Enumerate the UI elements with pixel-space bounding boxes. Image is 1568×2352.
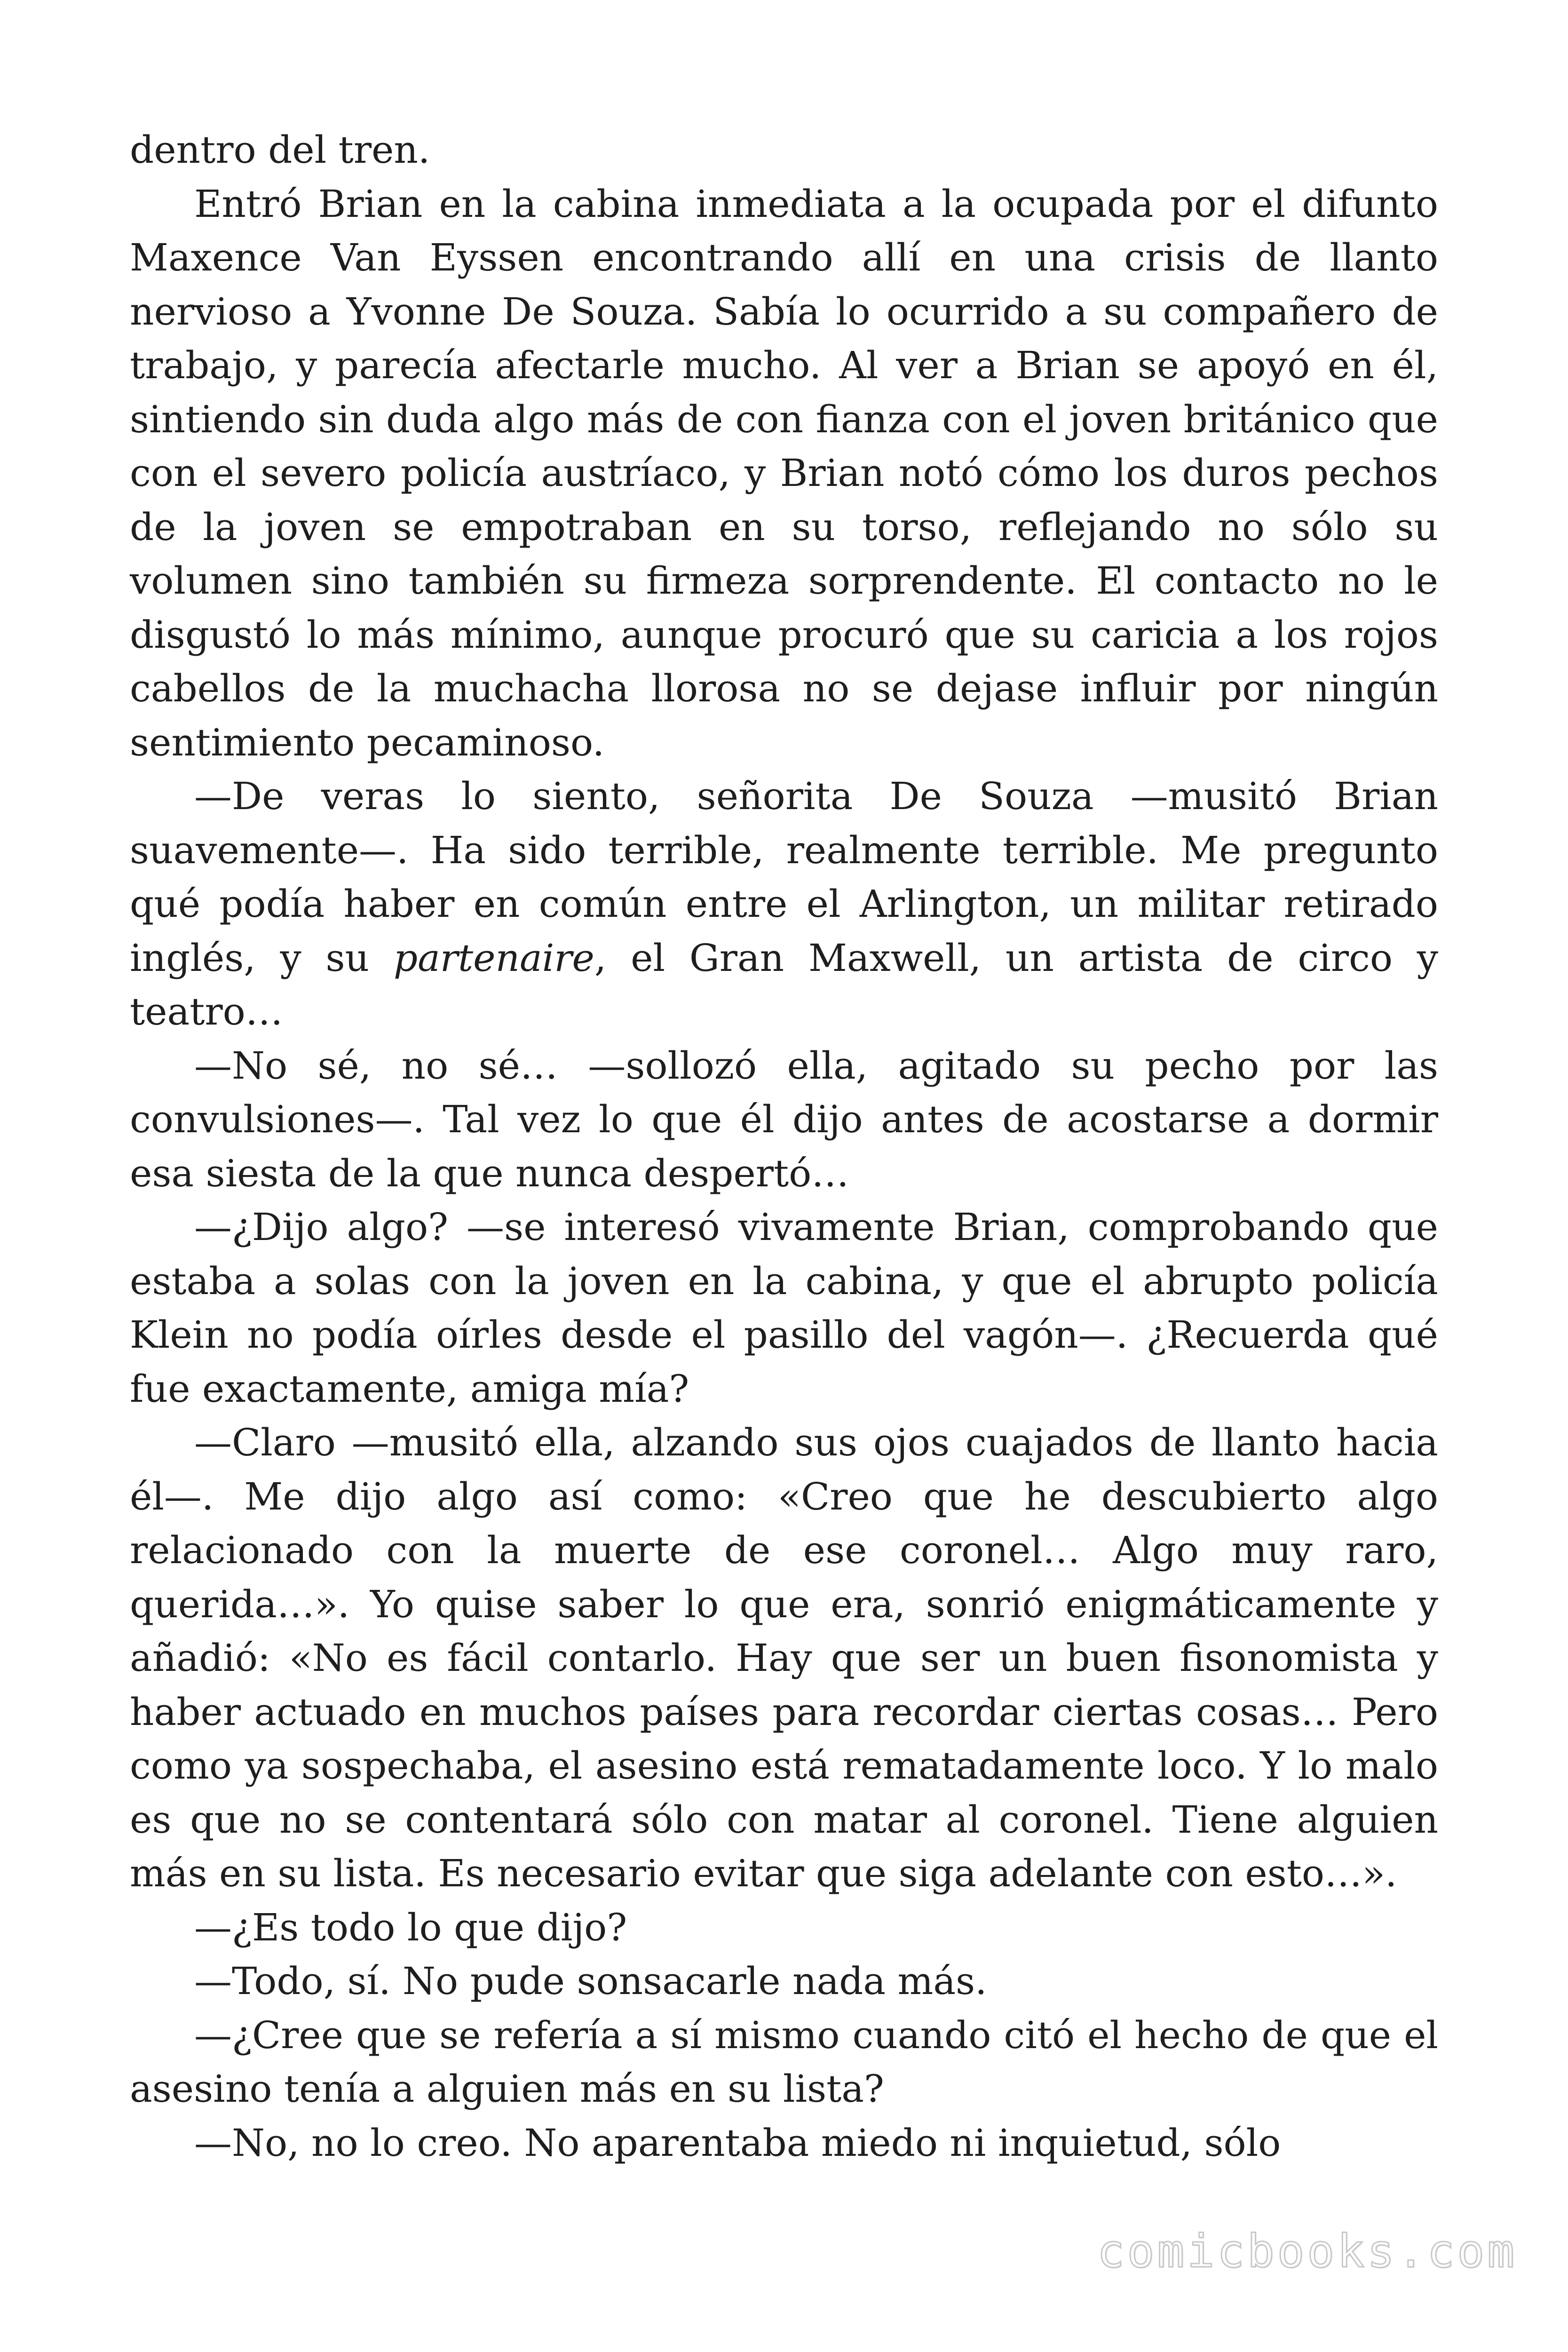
paragraph-dialogue-brian — [130, 770, 1438, 1039]
dialogue-text-before: —De veras lo siento, señorita De Souza —musitó Brian suavemente—. Ha sido terrible, realmente terrible. Me pregunto qué podía haber en común entre el Arlington, un militar retirado inglés, y su — [130, 774, 1438, 980]
paragraph-continuation: dentro del tren. — [130, 128, 430, 172]
paragraph-dialogue-question: —¿Cree que se refería a sí mismo cuando citó el hecho de que el asesino tenía a alguien más en su lista? — [130, 2013, 1438, 2111]
paragraph-dialogue-short-answer: —Todo, sí. No pude sonsacarle nada más. — [194, 1959, 987, 2003]
paragraph-dialogue-brian-question: —¿Dijo algo? —se interesó vivamente Brian, comprobando que estaba a solas con la joven en la cabina, y que el abrupto policía Klein no podía oírles desde el pasillo del vagón—. ¿Recuerda qué fue exactamente, amiga mía? — [130, 1205, 1438, 1411]
page-body-text — [130, 123, 1438, 2170]
paragraph-dialogue-yvonne: —No sé, no sé… —sollozó ella, agitado su pecho por las convulsiones—. Tal vez lo que él dijo antes de acostarse a dormir esa siesta de la que nunca despertó… — [130, 1043, 1438, 1195]
paragraph-narration: Entró Brian en la cabina inmediata a la ocupada por el difunto Maxence Van Eyssen encontrando allí en una crisis de llanto nervioso a Yvonne De Souza. Sabía lo ocurrido a su compañero de trabajo, y parecía afectarle mucho. Al ver a Brian se apoyó en él, sintiendo sin duda algo más de con fianza con el joven británico que con el severo policía austríaco, y Brian notó cómo los duros pechos de la joven se empotraban en su torso, reflejando no sólo su volumen sino también su firmeza sorprendente. El contacto no le disgustó lo más mínimo, aunque procuró que su caricia a los rojos cabellos de la muchacha llorosa no se dejase influir por ningún sentimiento pecaminoso. — [130, 182, 1438, 764]
paragraph-dialogue-yvonne-quote: —Claro —musitó ella, alzando sus ojos cuajados de llanto hacia él—. Me dijo algo así como: «Creo que he descubierto algo relacionado con la muerte de ese coronel… Algo muy raro, querida…». Yo quise saber lo que era, sonrió enigmáticamente y añadió: «No es fácil contarlo. Hay que ser un buen fisonomista y haber actuado en muchos países para recordar ciertas cosas… Pero como ya sospechaba, el asesino está rematadamente loco. Y lo malo es que no se contentará sólo con matar al coronel. Tiene alguien más en su lista. Es necesario evitar que siga adelante con esto…». — [130, 1421, 1438, 1895]
italic-word: partenaire — [393, 936, 594, 980]
dialogue-text-after: , el Gran Maxwell, un artista de circo y teatro… — [130, 936, 1439, 1033]
paragraph-dialogue-final: —No, no lo creo. No aparentaba miedo ni inquietud, sólo — [194, 2121, 1281, 2165]
paragraph-dialogue-short-question: —¿Es todo lo que dijo? — [194, 1905, 627, 1949]
watermark-logo: comicbooks.com — [1097, 2225, 1517, 2278]
